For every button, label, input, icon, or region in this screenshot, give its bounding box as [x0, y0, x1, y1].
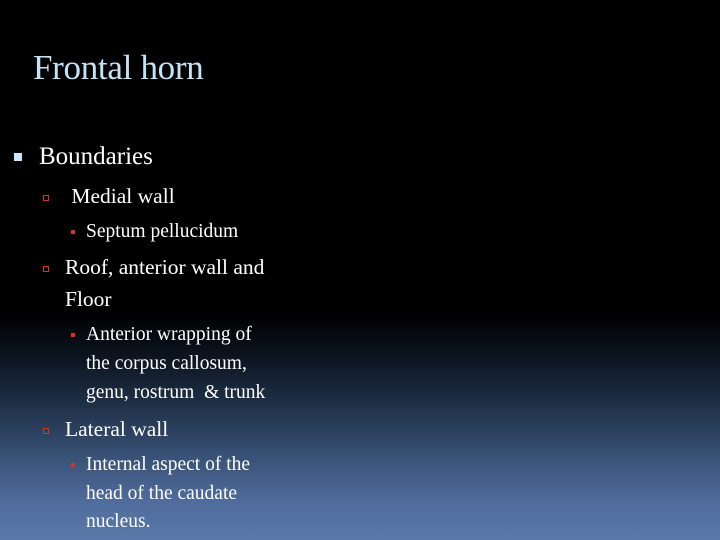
bullet-roof-line-2: Floor: [65, 287, 112, 311]
bullet-internal-aspect-line-3: nucleus.: [86, 511, 151, 532]
slide-title: Frontal horn: [33, 48, 204, 87]
hollow-square-bullet-icon: [43, 195, 49, 201]
bullet-lateral-wall: Lateral wall: [65, 417, 169, 441]
bullet-roof-line-1: Roof, anterior wall and: [65, 255, 265, 279]
bullet-boundaries: Boundaries: [39, 143, 153, 170]
hollow-square-bullet-icon: [43, 428, 49, 434]
bullet-anterior-wrapping-line-3: genu, rostrum & trunk: [86, 382, 266, 403]
bullet-medial-wall: Medial wall: [66, 184, 175, 208]
small-square-bullet-icon: [71, 463, 75, 467]
bullet-internal-aspect-line-1: Internal aspect of the: [86, 454, 251, 475]
bullet-septum-pellucidum: Septum pellucidum: [86, 221, 239, 242]
hollow-square-bullet-icon: [43, 266, 49, 272]
bullet-anterior-wrapping-line-1: Anterior wrapping of: [86, 324, 252, 345]
small-square-bullet-icon: [71, 333, 75, 337]
bullet-anterior-wrapping-line-2: the corpus callosum,: [86, 353, 247, 374]
small-square-bullet-icon: [71, 230, 75, 234]
square-bullet-icon: [14, 153, 22, 161]
bullet-internal-aspect-line-2: head of the caudate: [86, 483, 238, 504]
